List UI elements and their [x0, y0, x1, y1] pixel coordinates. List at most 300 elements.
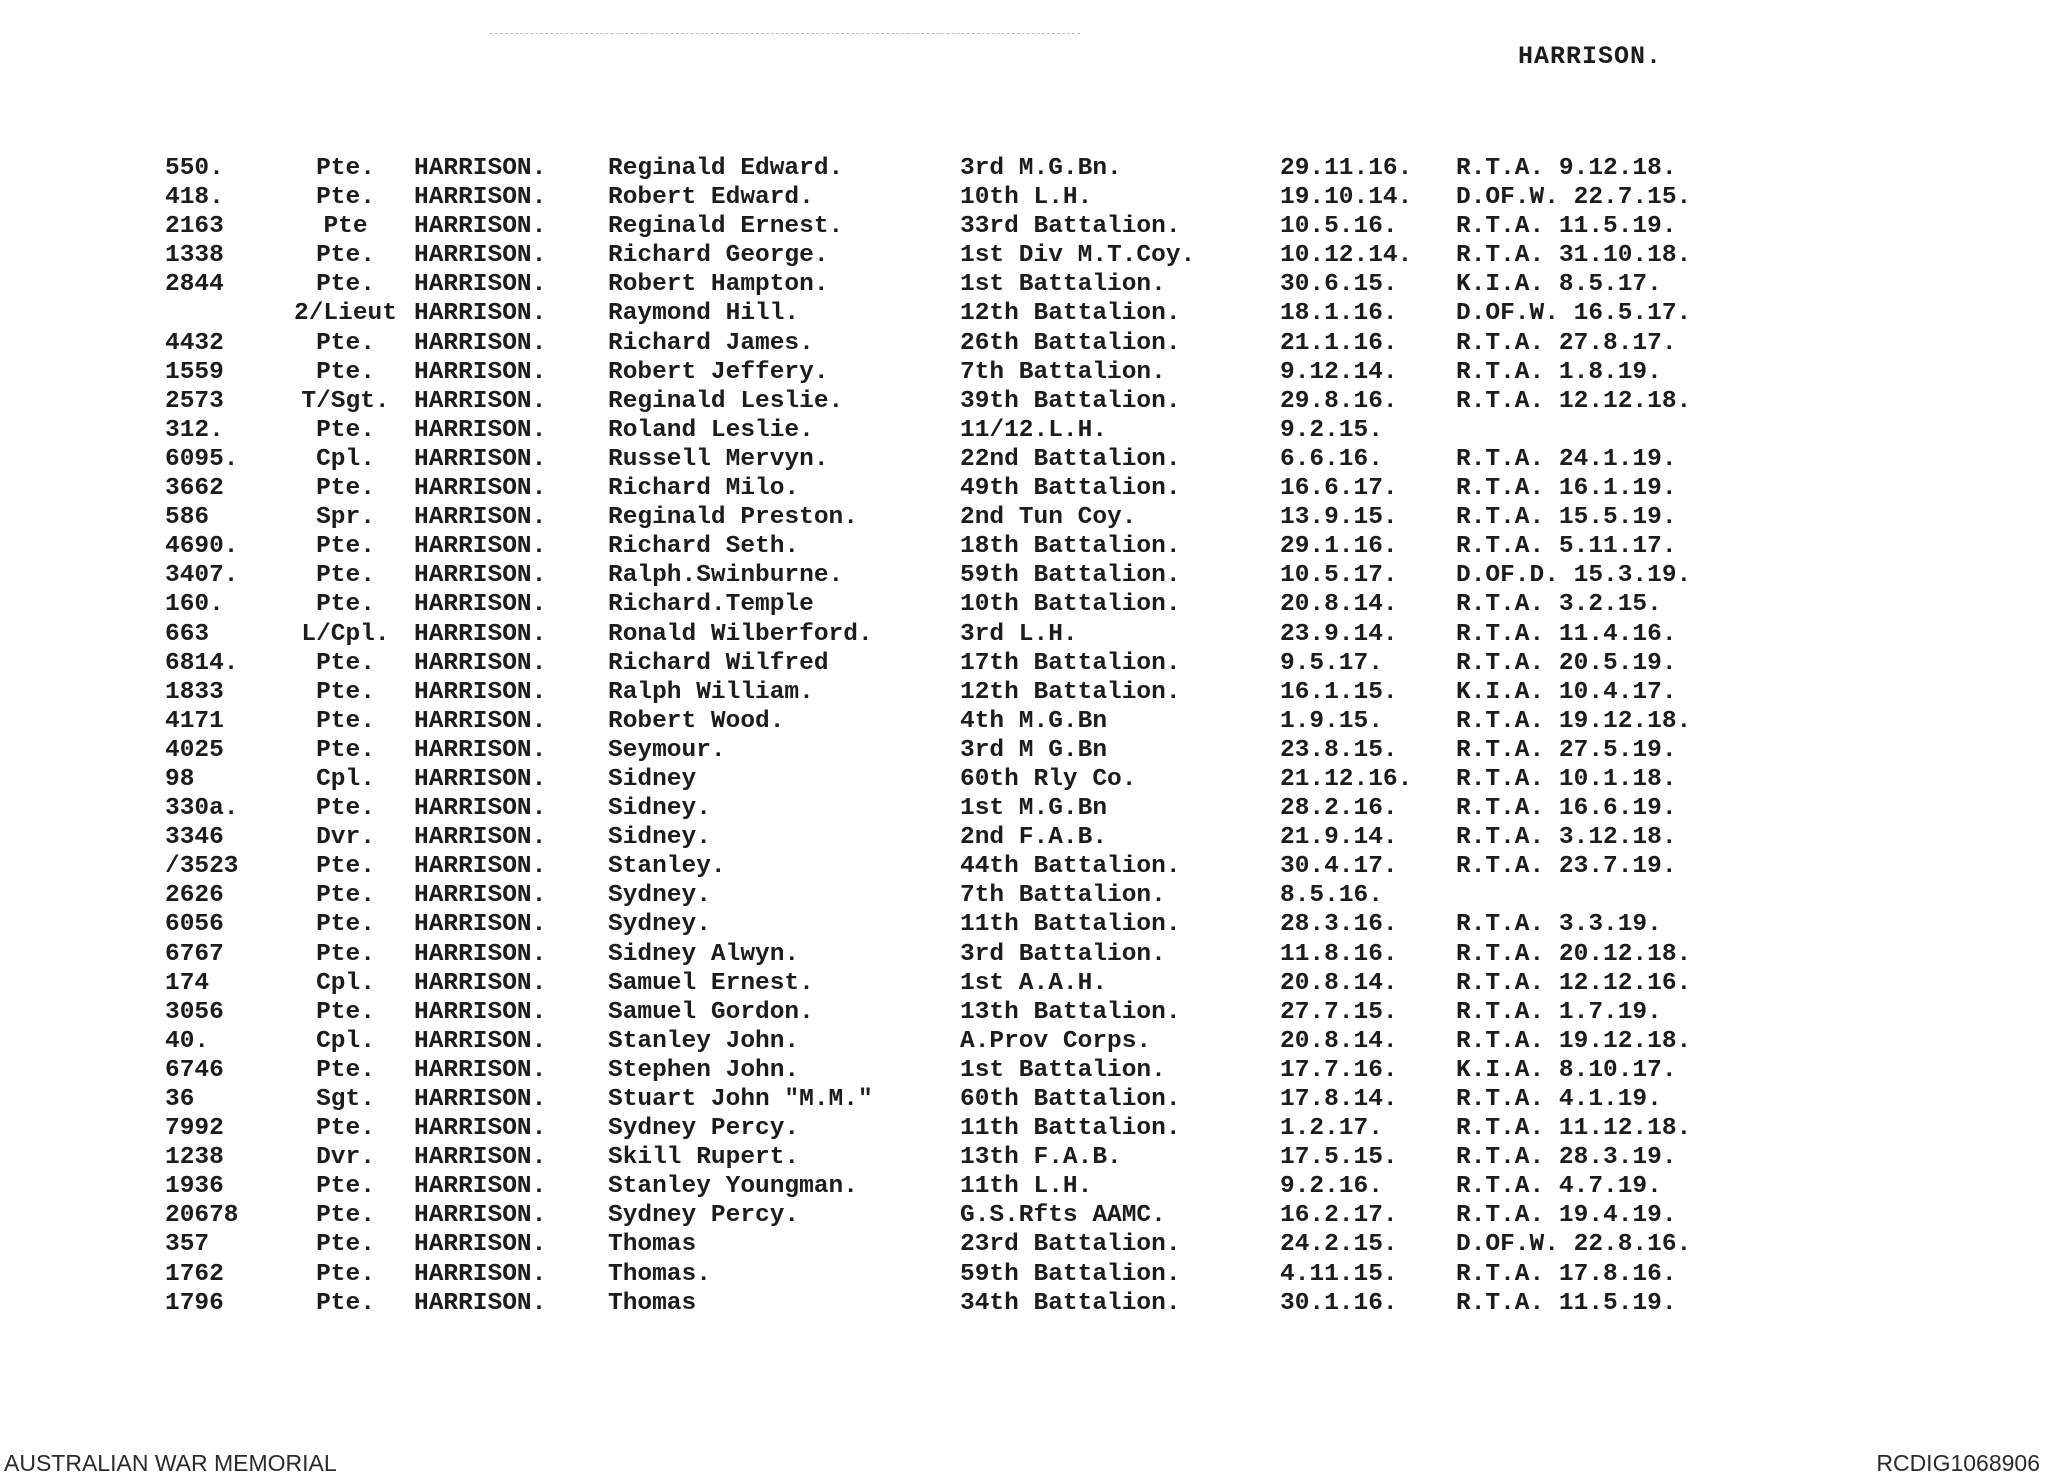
- fate-cell: R.T.A. 11.12.18.: [1456, 1115, 1692, 1143]
- table-row: [165, 532, 1756, 561]
- service-number-cell: 20678: [165, 1202, 239, 1230]
- surname-cell: HARRISON.: [414, 533, 547, 561]
- surname-cell: HARRISON.: [414, 940, 547, 968]
- enlistment-date-cell: 19.10.14.: [1280, 184, 1413, 212]
- surname-cell: HARRISON.: [414, 1086, 547, 1113]
- rank-cell: Pte.: [316, 562, 375, 590]
- table-row: [165, 183, 1756, 212]
- enlistment-date-cell: 27.7.15.: [1280, 998, 1398, 1026]
- rank-cell: Sgt.: [316, 1086, 375, 1113]
- unit-cell: 13th F.A.B.: [960, 1144, 1122, 1172]
- enlistment-date-cell: 30.1.16.: [1280, 1289, 1398, 1317]
- unit-cell: 3rd L.H.: [960, 620, 1078, 648]
- surname-cell: HARRISON.: [414, 1173, 547, 1201]
- enlistment-date-cell: 1.9.15.: [1280, 707, 1383, 735]
- service-number-cell: 330a.: [165, 795, 239, 823]
- unit-cell: 60th Battalion.: [960, 1086, 1181, 1113]
- table-row: [165, 881, 1756, 910]
- given-names-cell: Sydney.: [608, 882, 711, 910]
- enlistment-date-cell: 17.8.14.: [1280, 1086, 1398, 1113]
- rank-cell: Pte.: [316, 911, 375, 939]
- given-names-cell: Roland Leslie.: [608, 416, 814, 444]
- table-row: [165, 445, 1756, 474]
- unit-cell: 33rd Battalion.: [960, 213, 1181, 241]
- given-names-cell: Thomas.: [608, 1260, 711, 1288]
- enlistment-date-cell: 10.5.16.: [1280, 213, 1398, 241]
- given-names-cell: Richard Milo.: [608, 475, 800, 503]
- rank-cell: Pte.: [316, 155, 375, 182]
- table-row: [165, 212, 1756, 241]
- given-names-cell: Robert Edward.: [608, 184, 814, 212]
- given-names-cell: Stuart John "M.M.": [608, 1086, 873, 1113]
- surname-cell: HARRISON.: [414, 969, 547, 997]
- fate-cell: R.T.A. 11.5.19.: [1456, 213, 1677, 241]
- rank-cell: Pte.: [316, 416, 375, 444]
- rank-cell: Pte.: [316, 707, 375, 735]
- service-number-cell: 418.: [165, 184, 224, 212]
- table-row: [165, 707, 1756, 736]
- fate-cell: R.T.A. 19.12.18.: [1456, 1027, 1692, 1055]
- service-number-cell: 1559: [165, 358, 224, 386]
- fate-cell: [1456, 416, 1756, 445]
- top-rule: [490, 33, 1080, 34]
- fate-cell: R.T.A. 3.2.15.: [1456, 591, 1662, 619]
- surname-cell: HARRISON.: [414, 998, 547, 1026]
- fate-cell: R.T.A. 1.7.19.: [1456, 998, 1662, 1026]
- fate-cell: K.I.A. 10.4.17.: [1456, 678, 1677, 706]
- surname-cell: HARRISON.: [414, 416, 547, 444]
- given-names-cell: Stanley John.: [608, 1027, 800, 1055]
- enlistment-date-cell: 20.8.14.: [1280, 969, 1398, 997]
- enlistment-date-cell: 21.9.14.: [1280, 824, 1398, 852]
- rank-cell: Spr.: [316, 504, 375, 532]
- fate-cell: R.T.A. 27.5.19.: [1456, 736, 1677, 764]
- footer-record-id: RCDIG1068906: [1876, 1450, 2040, 1476]
- surname-cell: HARRISON.: [414, 445, 547, 473]
- service-number-cell: 160.: [165, 591, 224, 619]
- service-number-cell: 2163: [165, 213, 224, 241]
- fate-cell: R.T.A. 1.8.19.: [1456, 358, 1662, 386]
- fate-cell: R.T.A. 31.10.18.: [1456, 242, 1692, 270]
- fate-cell: R.T.A. 4.1.19.: [1456, 1086, 1662, 1113]
- unit-cell: 22nd Battalion.: [960, 445, 1181, 473]
- enlistment-date-cell: 21.1.16.: [1280, 329, 1398, 357]
- nominal-roll-table: [165, 154, 1756, 1318]
- service-number-cell: 6767: [165, 940, 224, 968]
- table-row: [165, 358, 1756, 387]
- rank-cell: Cpl.: [316, 765, 375, 793]
- surname-cell: HARRISON.: [414, 1202, 547, 1230]
- enlistment-date-cell: 28.2.16.: [1280, 795, 1398, 823]
- table-row: [165, 1085, 1756, 1114]
- unit-cell: 60th Rly Co.: [960, 765, 1137, 793]
- rank-cell: Dvr.: [316, 824, 375, 852]
- given-names-cell: Ronald Wilberford.: [608, 620, 873, 648]
- fate-cell: R.T.A. 20.5.19.: [1456, 649, 1677, 677]
- fate-cell: R.T.A. 16.1.19.: [1456, 475, 1677, 503]
- given-names-cell: Reginald Preston.: [608, 504, 858, 532]
- service-number-cell: 6746: [165, 1056, 224, 1084]
- service-number-cell: [165, 299, 277, 328]
- enlistment-date-cell: 16.1.15.: [1280, 678, 1398, 706]
- service-number-cell: 4432: [165, 329, 224, 357]
- unit-cell: G.S.Rfts AAMC.: [960, 1202, 1166, 1230]
- table-row: [165, 416, 1756, 445]
- table-row: [165, 329, 1756, 358]
- service-number-cell: 36: [165, 1086, 195, 1113]
- table-row: [165, 1289, 1756, 1318]
- enlistment-date-cell: 16.2.17.: [1280, 1202, 1398, 1230]
- surname-cell: HARRISON.: [414, 1115, 547, 1143]
- unit-cell: 23rd Battalion.: [960, 1231, 1181, 1259]
- surname-cell: HARRISON.: [414, 155, 547, 182]
- table-row: [165, 503, 1756, 532]
- unit-cell: 11th L.H.: [960, 1173, 1093, 1201]
- rank-cell: Pte.: [316, 1202, 375, 1230]
- service-number-cell: 586: [165, 504, 210, 532]
- unit-cell: 39th Battalion.: [960, 387, 1181, 415]
- fate-cell: D.OF.W. 16.5.17.: [1456, 300, 1692, 328]
- table-row: [165, 1230, 1756, 1259]
- surname-cell: HARRISON.: [414, 242, 547, 270]
- fate-cell: R.T.A. 23.7.19.: [1456, 853, 1677, 881]
- unit-cell: 3rd M G.Bn: [960, 736, 1108, 764]
- fate-cell: R.T.A. 4.7.19.: [1456, 1173, 1662, 1201]
- surname-cell: HARRISON.: [414, 678, 547, 706]
- rank-cell: Pte.: [316, 1115, 375, 1143]
- unit-cell: 59th Battalion.: [960, 1260, 1181, 1288]
- service-number-cell: 98: [165, 765, 195, 793]
- enlistment-date-cell: 29.8.16.: [1280, 387, 1398, 415]
- service-number-cell: 663: [165, 620, 210, 648]
- table-row: [165, 678, 1756, 707]
- enlistment-date-cell: 28.3.16.: [1280, 911, 1398, 939]
- table-row: [165, 561, 1756, 590]
- unit-cell: 12th Battalion.: [960, 300, 1181, 328]
- enlistment-date-cell: 24.2.15.: [1280, 1231, 1398, 1259]
- rank-cell: Pte.: [316, 271, 375, 299]
- given-names-cell: Thomas: [608, 1231, 697, 1259]
- surname-cell: HARRISON.: [414, 562, 547, 590]
- surname-cell: HARRISON.: [414, 1056, 547, 1084]
- page-heading-surname: HARRISON.: [1518, 42, 1663, 71]
- service-number-cell: 6095.: [165, 445, 239, 473]
- surname-cell: HARRISON.: [414, 765, 547, 793]
- table-row: [165, 1027, 1756, 1056]
- table-row: [165, 649, 1756, 678]
- enlistment-date-cell: 1.2.17.: [1280, 1115, 1383, 1143]
- surname-cell: HARRISON.: [414, 1289, 547, 1317]
- fate-cell: R.T.A. 19.12.18.: [1456, 707, 1692, 735]
- given-names-cell: Richard Seth.: [608, 533, 800, 561]
- fate-cell: D.OF.W. 22.7.15.: [1456, 184, 1692, 212]
- surname-cell: HARRISON.: [414, 504, 547, 532]
- table-row: [165, 794, 1756, 823]
- surname-cell: HARRISON.: [414, 736, 547, 764]
- enlistment-date-cell: 6.6.16.: [1280, 445, 1383, 473]
- enlistment-date-cell: 17.7.16.: [1280, 1056, 1398, 1084]
- given-names-cell: Ralph.Swinburne.: [608, 562, 844, 590]
- surname-cell: HARRISON.: [414, 1260, 547, 1288]
- table-row: [165, 852, 1756, 881]
- given-names-cell: Sidney Alwyn.: [608, 940, 800, 968]
- unit-cell: 1st A.A.H.: [960, 969, 1108, 997]
- service-number-cell: 550.: [165, 155, 224, 182]
- given-names-cell: Russell Mervyn.: [608, 445, 829, 473]
- service-number-cell: 3056: [165, 998, 224, 1026]
- enlistment-date-cell: 20.8.14.: [1280, 591, 1398, 619]
- rank-cell: Pte.: [316, 242, 375, 270]
- unit-cell: 1st Div M.T.Coy.: [960, 242, 1196, 270]
- rank-cell: Pte.: [316, 1056, 375, 1084]
- enlistment-date-cell: 30.6.15.: [1280, 271, 1398, 299]
- surname-cell: HARRISON.: [414, 795, 547, 823]
- given-names-cell: Ralph William.: [608, 678, 814, 706]
- enlistment-date-cell: 29.11.16.: [1280, 155, 1413, 182]
- enlistment-date-cell: 23.8.15.: [1280, 736, 1398, 764]
- unit-cell: 2nd F.A.B.: [960, 824, 1108, 852]
- surname-cell: HARRISON.: [414, 1231, 547, 1259]
- fate-cell: R.T.A. 3.3.19.: [1456, 911, 1662, 939]
- rank-cell: 2/Lieut: [294, 300, 397, 328]
- enlistment-date-cell: 17.5.15.: [1280, 1144, 1398, 1172]
- service-number-cell: 4171: [165, 707, 224, 735]
- unit-cell: 10th L.H.: [960, 184, 1093, 212]
- fate-cell: K.I.A. 8.5.17.: [1456, 271, 1662, 299]
- enlistment-date-cell: 20.8.14.: [1280, 1027, 1398, 1055]
- fate-cell: R.T.A. 10.1.18.: [1456, 765, 1677, 793]
- surname-cell: HARRISON.: [414, 300, 547, 328]
- fate-cell: R.T.A. 9.12.18.: [1456, 155, 1677, 182]
- given-names-cell: Robert Jeffery.: [608, 358, 829, 386]
- unit-cell: 44th Battalion.: [960, 853, 1181, 881]
- unit-cell: 7th Battalion.: [960, 882, 1166, 910]
- rank-cell: Pte.: [316, 736, 375, 764]
- unit-cell: 1st Battalion.: [960, 271, 1166, 299]
- service-number-cell: 1762: [165, 1260, 224, 1288]
- rank-cell: Pte.: [316, 940, 375, 968]
- service-number-cell: 6056: [165, 911, 224, 939]
- surname-cell: HARRISON.: [414, 475, 547, 503]
- rank-cell: Pte.: [316, 1231, 375, 1259]
- rank-cell: Pte.: [316, 475, 375, 503]
- rank-cell: Pte.: [316, 678, 375, 706]
- surname-cell: HARRISON.: [414, 271, 547, 299]
- service-number-cell: 4690.: [165, 533, 239, 561]
- table-row: [165, 823, 1756, 852]
- table-row: [165, 969, 1756, 998]
- fate-cell: R.T.A. 19.4.19.: [1456, 1202, 1677, 1230]
- rank-cell: Pte.: [316, 329, 375, 357]
- surname-cell: HARRISON.: [414, 649, 547, 677]
- given-names-cell: Reginald Ernest.: [608, 213, 844, 241]
- footer-institution: AUSTRALIAN WAR MEMORIAL: [4, 1450, 337, 1476]
- service-number-cell: 40.: [165, 1027, 210, 1055]
- table-row: [165, 998, 1756, 1027]
- unit-cell: 2nd Tun Coy.: [960, 504, 1137, 532]
- fate-cell: R.T.A. 11.5.19.: [1456, 1289, 1677, 1317]
- fate-cell: R.T.A. 15.5.19.: [1456, 504, 1677, 532]
- nominal-roll-body: [165, 154, 1756, 1318]
- unit-cell: 7th Battalion.: [960, 358, 1166, 386]
- rank-cell: Pte.: [316, 795, 375, 823]
- given-names-cell: Skill Rupert.: [608, 1144, 800, 1172]
- given-names-cell: Thomas: [608, 1289, 697, 1317]
- fate-cell: R.T.A. 3.12.18.: [1456, 824, 1677, 852]
- service-number-cell: 1796: [165, 1289, 224, 1317]
- table-row: [165, 474, 1756, 503]
- given-names-cell: Sydney.: [608, 911, 711, 939]
- enlistment-date-cell: 9.2.15.: [1280, 416, 1383, 444]
- rank-cell: Pte: [323, 213, 368, 241]
- service-number-cell: 6814.: [165, 649, 239, 677]
- surname-cell: HARRISON.: [414, 824, 547, 852]
- fate-cell: R.T.A. 20.12.18.: [1456, 940, 1692, 968]
- surname-cell: HARRISON.: [414, 213, 547, 241]
- given-names-cell: Reginald Leslie.: [608, 387, 844, 415]
- table-row: [165, 1143, 1756, 1172]
- rank-cell: Pte.: [316, 1260, 375, 1288]
- enlistment-date-cell: 4.11.15.: [1280, 1260, 1398, 1288]
- service-number-cell: 357: [165, 1231, 210, 1259]
- table-row: [165, 270, 1756, 299]
- unit-cell: 10th Battalion.: [960, 591, 1181, 619]
- enlistment-date-cell: 21.12.16.: [1280, 765, 1413, 793]
- given-names-cell: Richard George.: [608, 242, 829, 270]
- unit-cell: 11th Battalion.: [960, 1115, 1181, 1143]
- given-names-cell: Richard.Temple: [608, 591, 814, 619]
- table-row: [165, 1260, 1756, 1289]
- fate-cell: R.T.A. 5.11.17.: [1456, 533, 1677, 561]
- service-number-cell: 3662: [165, 475, 224, 503]
- table-row: [165, 241, 1756, 270]
- given-names-cell: Richard James.: [608, 329, 814, 357]
- service-number-cell: 312.: [165, 416, 224, 444]
- enlistment-date-cell: 10.12.14.: [1280, 242, 1413, 270]
- unit-cell: 17th Battalion.: [960, 649, 1181, 677]
- unit-cell: 12th Battalion.: [960, 678, 1181, 706]
- surname-cell: HARRISON.: [414, 1144, 547, 1172]
- unit-cell: 13th Battalion.: [960, 998, 1181, 1026]
- fate-cell: K.I.A. 8.10.17.: [1456, 1056, 1677, 1084]
- given-names-cell: Samuel Ernest.: [608, 969, 814, 997]
- enlistment-date-cell: 29.1.16.: [1280, 533, 1398, 561]
- service-number-cell: 4025: [165, 736, 224, 764]
- service-number-cell: 1238: [165, 1144, 224, 1172]
- fate-cell: R.T.A. 12.12.16.: [1456, 969, 1692, 997]
- enlistment-date-cell: 10.5.17.: [1280, 562, 1398, 590]
- table-row: [165, 1114, 1756, 1143]
- rank-cell: Pte.: [316, 882, 375, 910]
- service-number-cell: 1936: [165, 1173, 224, 1201]
- table-row: [165, 1172, 1756, 1201]
- given-names-cell: Reginald Edward.: [608, 155, 844, 182]
- surname-cell: HARRISON.: [414, 911, 547, 939]
- surname-cell: HARRISON.: [414, 707, 547, 735]
- given-names-cell: Sydney Percy.: [608, 1115, 800, 1143]
- enlistment-date-cell: 9.12.14.: [1280, 358, 1398, 386]
- given-names-cell: Sidney.: [608, 795, 711, 823]
- rank-cell: T/Sgt.: [301, 387, 390, 415]
- fate-cell: R.T.A. 27.8.17.: [1456, 329, 1677, 357]
- surname-cell: HARRISON.: [414, 882, 547, 910]
- surname-cell: HARRISON.: [414, 591, 547, 619]
- given-names-cell: Sidney: [608, 765, 697, 793]
- surname-cell: HARRISON.: [414, 1027, 547, 1055]
- rank-cell: Cpl.: [316, 445, 375, 473]
- unit-cell: 3rd M.G.Bn.: [960, 155, 1122, 182]
- rank-cell: Pte.: [316, 1173, 375, 1201]
- surname-cell: HARRISON.: [414, 853, 547, 881]
- surname-cell: HARRISON.: [414, 620, 547, 648]
- unit-cell: 4th M.G.Bn: [960, 707, 1108, 735]
- unit-cell: 49th Battalion.: [960, 475, 1181, 503]
- unit-cell: 26th Battalion.: [960, 329, 1181, 357]
- rank-cell: L/Cpl.: [301, 620, 390, 648]
- enlistment-date-cell: 23.9.14.: [1280, 620, 1398, 648]
- given-names-cell: Sidney.: [608, 824, 711, 852]
- rank-cell: Pte.: [316, 649, 375, 677]
- table-row: [165, 590, 1756, 619]
- rank-cell: Pte.: [316, 533, 375, 561]
- enlistment-date-cell: 8.5.16.: [1280, 882, 1383, 910]
- service-number-cell: 3346: [165, 824, 224, 852]
- fate-cell: [1456, 881, 1756, 910]
- fate-cell: R.T.A. 28.3.19.: [1456, 1144, 1677, 1172]
- table-row: [165, 1201, 1756, 1230]
- unit-cell: 11th Battalion.: [960, 911, 1181, 939]
- enlistment-date-cell: 11.8.16.: [1280, 940, 1398, 968]
- table-row: [165, 765, 1756, 794]
- surname-cell: HARRISON.: [414, 184, 547, 212]
- unit-cell: 1st M.G.Bn: [960, 795, 1108, 823]
- rank-cell: Pte.: [316, 853, 375, 881]
- unit-cell: 34th Battalion.: [960, 1289, 1181, 1317]
- fate-cell: R.T.A. 24.1.19.: [1456, 445, 1677, 473]
- table-row: [165, 620, 1756, 649]
- unit-cell: 3rd Battalion.: [960, 940, 1166, 968]
- rank-cell: Cpl.: [316, 969, 375, 997]
- service-number-cell: 2844: [165, 271, 224, 299]
- table-row: [165, 1056, 1756, 1085]
- enlistment-date-cell: 9.2.16.: [1280, 1173, 1383, 1201]
- service-number-cell: 1833: [165, 678, 224, 706]
- table-row: [165, 910, 1756, 939]
- given-names-cell: Samuel Gordon.: [608, 998, 814, 1026]
- rank-cell: Cpl.: [316, 1027, 375, 1055]
- rank-cell: Pte.: [316, 591, 375, 619]
- enlistment-date-cell: 9.5.17.: [1280, 649, 1383, 677]
- unit-cell: 1st Battalion.: [960, 1056, 1166, 1084]
- table-row: [165, 387, 1756, 416]
- service-number-cell: 7992: [165, 1115, 224, 1143]
- service-number-cell: 3407.: [165, 562, 239, 590]
- service-number-cell: 2626: [165, 882, 224, 910]
- given-names-cell: Sydney Percy.: [608, 1202, 800, 1230]
- service-number-cell: 2573: [165, 387, 224, 415]
- fate-cell: R.T.A. 16.6.19.: [1456, 795, 1677, 823]
- given-names-cell: Stanley Youngman.: [608, 1173, 858, 1201]
- table-row: [165, 940, 1756, 969]
- service-number-cell: 174: [165, 969, 210, 997]
- service-number-cell: /3523: [165, 853, 239, 881]
- table-row: [165, 154, 1756, 183]
- rank-cell: Pte.: [316, 1289, 375, 1317]
- surname-cell: HARRISON.: [414, 329, 547, 357]
- given-names-cell: Richard Wilfred: [608, 649, 829, 677]
- rank-cell: Pte.: [316, 184, 375, 212]
- fate-cell: D.OF.W. 22.8.16.: [1456, 1231, 1692, 1259]
